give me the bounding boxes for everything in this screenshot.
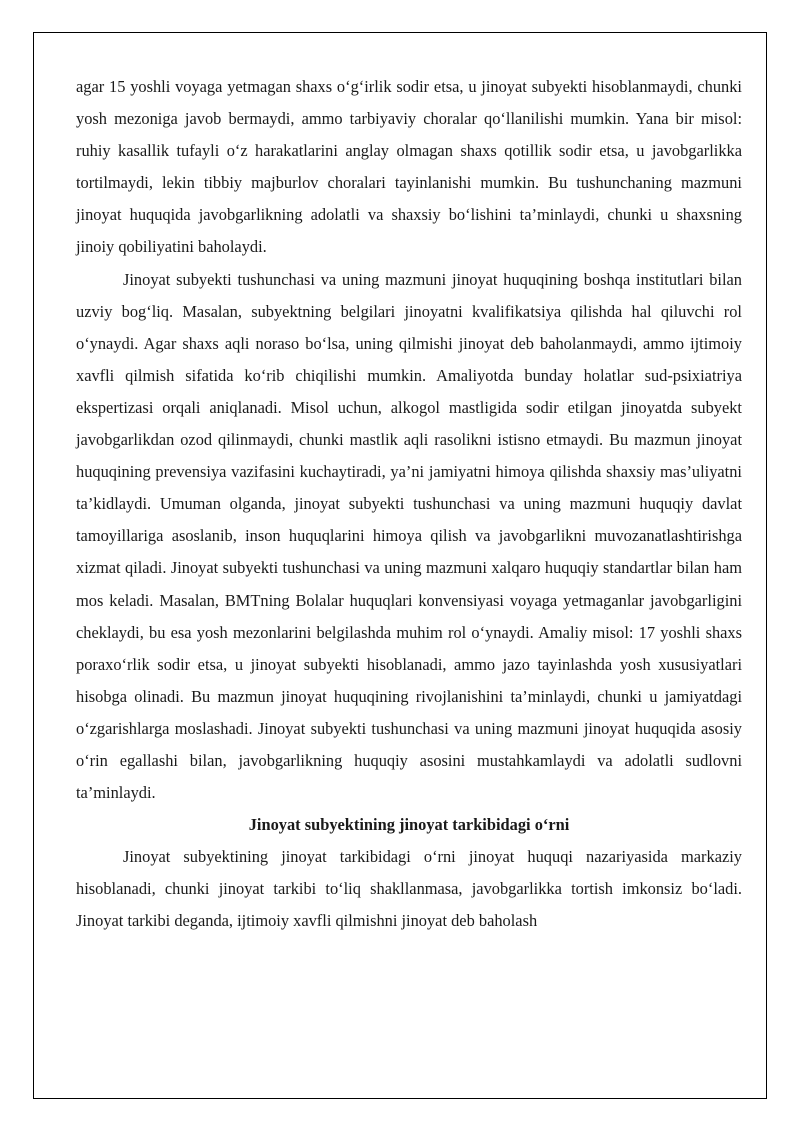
- paragraph-3: Jinoyat subyektining jinoyat tarkibidagi o‘rni jinoyat huquqi nazariyasida markaziy hisoblanadi, chunki jinoyat tarkibi to‘liq shakllanmasa, javobgarlikka tortish imkonsiz bo‘ladi. Jinoyat tarkibi deganda, ijtimoiy xavfli qilmishni jinoyat deb baholash: [76, 847, 742, 931]
- paragraph-2: Jinoyat subyekti tushunchasi va uning mazmuni jinoyat huquqining boshqa institutlari bilan uzviy bog‘liq. Masalan, subyektning belgilari jinoyatni kvalifikatsiya qilishda hal qiluvchi rol o‘ynaydi. Agar shaxs aqli noraso bo‘lsa, uning qilmishi jinoyat deb baholanmaydi, ammo ijtimoiy xavfli qilmish sifatida ko‘rib chiqilishi mumkin. Amaliyotda bunday holatlar sud-psixiatriya ekspertizasi orqali aniqlanadi. Misol uchun, alkogol mastligida sodir etilgan jinoyatda subyekt javobgarlikdan ozod qilinmaydi, chunki mastlik aqli rasolikni istisno etmaydi. Bu mazmun jinoyat huquqining prevensiya vazifasini kuchaytiradi, ya’ni jamiyatni himoya qilishda shaxsiy mas’uliyatni ta’kidlaydi. Umuman olganda, jinoyat subyekti tushunchasi va uning mazmuni huquqiy davlat tamoyillariga asoslanib, inson huquqlarini himoya qilish va javobgarlikni muvozanatlashtirishga xizmat qiladi. Jinoyat subyekti tushunchasi va uning mazmuni xalqaro huquqiy standartlar bilan ham mos keladi. Masalan, BMTning Bolalar huquqlari konvensiyasi voyaga yetmaganlar javobgarligini cheklaydi, bu esa yosh mezonlarini belgilashda muhim rol o‘ynaydi. Amaliy misol: 17 yoshli shaxs poraxo‘rlik sodir etsa, u jinoyat subyekti hisoblanadi, ammo jazo tayinlashda yosh xususiyatlari hisobga olinadi. Bu mazmun jinoyat huquqining rivojlanishini ta’minlaydi, chunki u jamiyatdagi o‘zgarishlarga moslashadi. Jinoyat subyekti tushunchasi va uning mazmuni jinoyat huquqida asosiy o‘rin egallashi bilan, javobgarlikning huquqiy asosini mustahkamlaydi va adolatli sudlovni ta’minlaydi.: [76, 269, 742, 803]
- document-body: [76, 71, 742, 938]
- section-heading: Jinoyat subyektining jinoyat tarkibidagi o‘rni: [248, 815, 570, 835]
- paragraph-1: agar 15 yoshli voyaga yetmagan shaxs o‘g‘irlik sodir etsa, u jinoyat subyekti hisoblanmaydi, chunki yosh mezoniga javob bermaydi, ammo tarbiyaviy choralar qo‘llanilishi mumkin. Yana bir misol: ruhiy kasallik tufayli o‘z harakatlarini anglay olmagan shaxs qotillik sodir etsa, u javobgarlikka tortilmaydi, lekin tibbiy majburlov choralari tayinlanishi mumkin. Bu tushunchaning mazmuni jinoyat huquqida javobgarlikning adolatli va shaxsiy bo‘lishini ta’minlaydi, chunki u shaxsning jinoiy qobiliyatini baholaydi.: [76, 77, 742, 257]
